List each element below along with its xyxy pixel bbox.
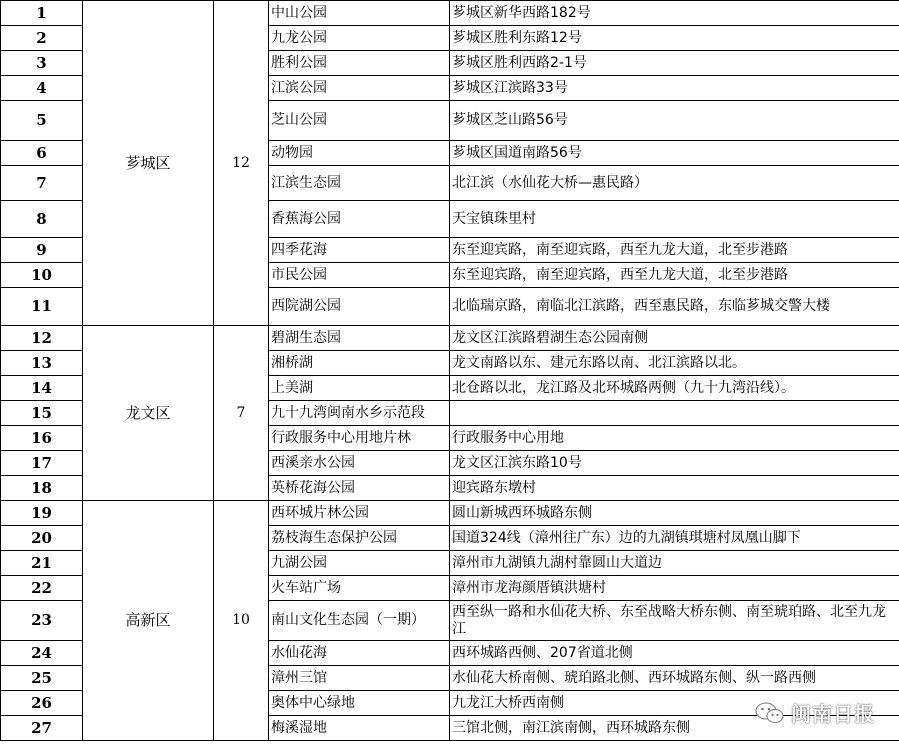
- park-name: 动物园: [269, 141, 450, 166]
- park-name: 九湖公园: [269, 551, 450, 576]
- park-address: 龙文南路以东、建元东路以南、北江滨路以北。: [450, 351, 899, 376]
- park-name: 水仙花海: [269, 641, 450, 666]
- table-row: [1, 326, 899, 351]
- row-number: 5: [1, 101, 83, 141]
- park-address: 漳州市九湖镇九湖村靠圆山大道边: [450, 551, 899, 576]
- park-address: 水仙花大桥南侧、琥珀路北侧、西环城路东侧、纵一路西侧: [450, 666, 899, 691]
- park-address: 西环城路西侧、207省道北侧: [450, 641, 899, 666]
- park-address: 三馆北侧，南江滨南侧，西环城路东侧: [450, 716, 899, 741]
- park-address: 行政服务中心用地: [450, 426, 899, 451]
- district-name: 芗城区: [83, 1, 214, 326]
- row-number: 22: [1, 576, 83, 601]
- district-name: 龙文区: [83, 326, 214, 501]
- row-number: 9: [1, 238, 83, 263]
- park-name: 行政服务中心用地片林: [269, 426, 450, 451]
- park-address: 北仓路以北，龙江路及北环城路两侧（九十九湾沿线）。: [450, 376, 899, 401]
- park-name: 火车站广场: [269, 576, 450, 601]
- park-address: 芗城区胜利西路2-1号: [450, 51, 899, 76]
- park-address: 东至迎宾路，南至迎宾路，西至九龙大道，北至步港路: [450, 263, 899, 288]
- row-number: 3: [1, 51, 83, 76]
- row-number: 7: [1, 166, 83, 201]
- park-address: 北江滨（水仙花大桥—惠民路）: [450, 166, 899, 201]
- park-name: 西环城片林公园: [269, 501, 450, 526]
- park-name: 九十九湾闽南水乡示范段: [269, 401, 450, 426]
- row-number: 8: [1, 201, 83, 238]
- park-name: 西院湖公园: [269, 288, 450, 326]
- park-address: 西至纵一路和水仙花大桥、东至战略大桥东侧、南至琥珀路、北至九龙江: [450, 601, 899, 641]
- table-row: [1, 1, 899, 26]
- park-address: 芗城区国道南路56号: [450, 141, 899, 166]
- row-number: 12: [1, 326, 83, 351]
- park-name: 奥体中心绿地: [269, 691, 450, 716]
- row-number: 25: [1, 666, 83, 691]
- park-name: 英桥花海公园: [269, 476, 450, 501]
- park-name: 荔枝海生态保护公园: [269, 526, 450, 551]
- row-number: 21: [1, 551, 83, 576]
- park-name: 湘桥湖: [269, 351, 450, 376]
- park-address: 龙文区江滨东路10号: [450, 451, 899, 476]
- park-address: 芗城区新华西路182号: [450, 1, 899, 26]
- park-address: 迎宾路东墩村: [450, 476, 899, 501]
- park-name: 江滨生态园: [269, 166, 450, 201]
- park-address: 芗城区芝山路56号: [450, 101, 899, 141]
- park-name: 市民公园: [269, 263, 450, 288]
- park-count: 7: [214, 326, 269, 501]
- row-number: 20: [1, 526, 83, 551]
- row-number: 18: [1, 476, 83, 501]
- row-number: 26: [1, 691, 83, 716]
- row-number: 4: [1, 76, 83, 101]
- park-address: 漳州市龙海颜厝镇洪塘村: [450, 576, 899, 601]
- park-address: 东至迎宾路，南至迎宾路，西至九龙大道，北至步港路: [450, 238, 899, 263]
- row-number: 17: [1, 451, 83, 476]
- row-number: 19: [1, 501, 83, 526]
- park-name: 中山公园: [269, 1, 450, 26]
- park-name: 芝山公园: [269, 101, 450, 141]
- row-number: 16: [1, 426, 83, 451]
- park-name: 胜利公园: [269, 51, 450, 76]
- row-number: 14: [1, 376, 83, 401]
- row-number: 2: [1, 26, 83, 51]
- row-number: 6: [1, 141, 83, 166]
- park-name: 上美湖: [269, 376, 450, 401]
- park-address: 芗城区胜利东路12号: [450, 26, 899, 51]
- table-row: [1, 501, 899, 526]
- park-name: 江滨公园: [269, 76, 450, 101]
- row-number: 23: [1, 601, 83, 641]
- park-address: 九龙江大桥西南侧: [450, 691, 899, 716]
- park-count: 10: [214, 501, 269, 741]
- watermark-text: 闽南日报: [791, 702, 875, 726]
- park-name: 四季花海: [269, 238, 450, 263]
- row-number: 10: [1, 263, 83, 288]
- park-count: 12: [214, 1, 269, 326]
- park-address: [450, 401, 899, 426]
- park-address: 北临瑞京路，南临北江滨路，西至惠民路，东临芗城交警大楼: [450, 288, 899, 326]
- park-name: 香蕉海公园: [269, 201, 450, 238]
- park-name: 九龙公园: [269, 26, 450, 51]
- park-address: 龙文区江滨路碧湖生态公园南侧: [450, 326, 899, 351]
- row-number: 1: [1, 1, 83, 26]
- park-name: 梅溪湿地: [269, 716, 450, 741]
- row-number: 27: [1, 716, 83, 741]
- park-name: 南山文化生态园（一期）: [269, 601, 450, 641]
- park-address: 芗城区江滨路33号: [450, 76, 899, 101]
- park-address: 天宝镇珠里村: [450, 201, 899, 238]
- park-name: 西溪亲水公园: [269, 451, 450, 476]
- park-name: 碧湖生态园: [269, 326, 450, 351]
- park-name: 漳州三馆: [269, 666, 450, 691]
- row-number: 13: [1, 351, 83, 376]
- district-name: 高新区: [83, 501, 214, 741]
- row-number: 15: [1, 401, 83, 426]
- park-address: 圆山新城西环城路东侧: [450, 501, 899, 526]
- row-number: 24: [1, 641, 83, 666]
- park-address: 国道324线（漳州往广东）边的九湖镇琪塘村凤凰山脚下: [450, 526, 899, 551]
- row-number: 11: [1, 288, 83, 326]
